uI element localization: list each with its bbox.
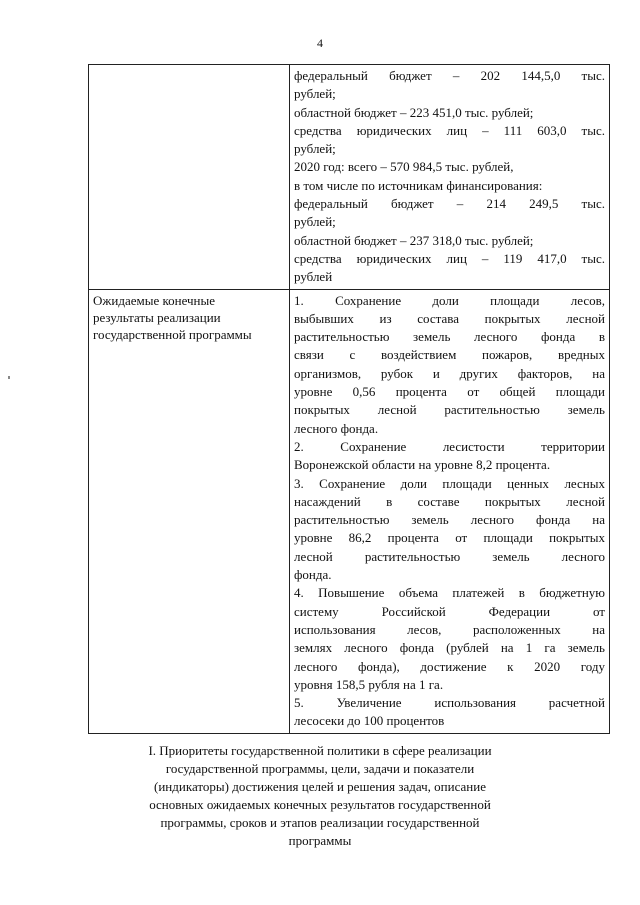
- section-heading-line: I. Приоритеты государственной политики в сфере реализации: [148, 743, 492, 758]
- expected-results-row: [89, 289, 610, 733]
- result-line: 3. Сохранение доли площади ценных лесных: [294, 475, 605, 491]
- funding-row: [89, 65, 610, 290]
- result-line: растительностью земель лесного фонда в: [294, 329, 605, 345]
- result-line: фонда.: [294, 567, 332, 583]
- expected-results-label: Ожидаемые конечные: [93, 292, 216, 308]
- funding-line: рублей;: [294, 214, 336, 230]
- scan-speck: [8, 376, 10, 379]
- result-line: систему Российской Федерации от: [294, 603, 605, 619]
- expected-results-label-cell: [89, 289, 290, 733]
- result-line: 5. Увеличение использования расчетной: [294, 695, 605, 711]
- expected-results-label: государственной программы: [93, 326, 252, 342]
- expected-results-value-cell: [290, 289, 610, 733]
- section-heading-line: (индикаторы) достижения целей и решения задач, описание: [154, 779, 486, 794]
- result-line: уровне 0,56 процента от общей площади: [294, 384, 605, 400]
- program-passport-table: [88, 64, 610, 734]
- funding-line: средства юридических лиц – 119 417,0 тыс.: [294, 250, 605, 266]
- result-line: уровня 158,5 рубля на 1 га.: [294, 676, 444, 692]
- funding-line: в том числе по источникам финансирования:: [294, 177, 543, 193]
- section-heading-line: государственной программы, цели, задачи и показатели: [165, 761, 475, 776]
- funding-line: федеральный бюджет – 202 144,5,0 тыс.: [294, 68, 605, 83]
- result-line: 4. Повышение объема платежей в бюджетную: [294, 585, 605, 601]
- result-line: Воронежской области на уровне 8,2 процента.: [294, 457, 551, 473]
- section-heading-line: программы, сроков и этапов реализации государственной: [160, 815, 480, 830]
- result-line: связи с воздействием пожаров, вредных: [294, 347, 605, 363]
- funding-label-cell: [89, 65, 290, 290]
- result-line: 1. Сохранение доли площади лесов,: [294, 292, 605, 308]
- funding-line: средства юридических лиц – 111 603,0 тыс.: [294, 122, 605, 138]
- funding-value-cell: [290, 65, 610, 290]
- section-heading-line: основных ожидаемых конечных результатов государственной: [149, 797, 491, 812]
- section-heading-line: программы: [288, 833, 352, 848]
- result-line: растительностью земель лесного фонда на: [294, 512, 605, 528]
- result-line: насаждений в составе покрытых лесной: [294, 493, 605, 509]
- funding-line: рублей: [294, 269, 333, 285]
- funding-line: 2020 год: всего – 570 984,5 тыс. рублей,: [294, 159, 514, 175]
- funding-line: областной бюджет – 237 318,0 тыс. рублей;: [294, 232, 534, 248]
- result-line: лесосеки до 100 процентов: [294, 713, 445, 729]
- result-line: землях лесного фонда (рублей на 1 га земель: [294, 640, 605, 656]
- result-line: выбывших из состава покрытых лесной: [294, 310, 605, 326]
- funding-line: рублей;: [294, 141, 336, 157]
- result-line: покрытых лесной растительностью земель: [294, 402, 605, 418]
- section-heading: [80, 742, 560, 850]
- result-line: 2. Сохранение лесистости территории: [294, 438, 605, 454]
- funding-line: областной бюджет – 223 451,0 тыс. рублей;: [294, 104, 534, 120]
- result-line: лесного фонда.: [294, 420, 379, 436]
- result-line: организмов, рубок и других факторов, на: [294, 365, 605, 381]
- funding-line: федеральный бюджет – 214 249,5 тыс.: [294, 196, 605, 212]
- expected-results-label: результаты реализации: [93, 309, 221, 325]
- page-number: 4: [317, 36, 323, 50]
- result-line: лесной растительностью земель лесного: [294, 548, 605, 564]
- funding-line: рублей;: [294, 86, 336, 102]
- result-line: уровне 86,2 процента от площади покрытых: [294, 530, 605, 546]
- result-line: использования лесов, расположенных на: [294, 621, 605, 637]
- result-line: лесного фонда), достижение к 2020 году: [294, 658, 605, 674]
